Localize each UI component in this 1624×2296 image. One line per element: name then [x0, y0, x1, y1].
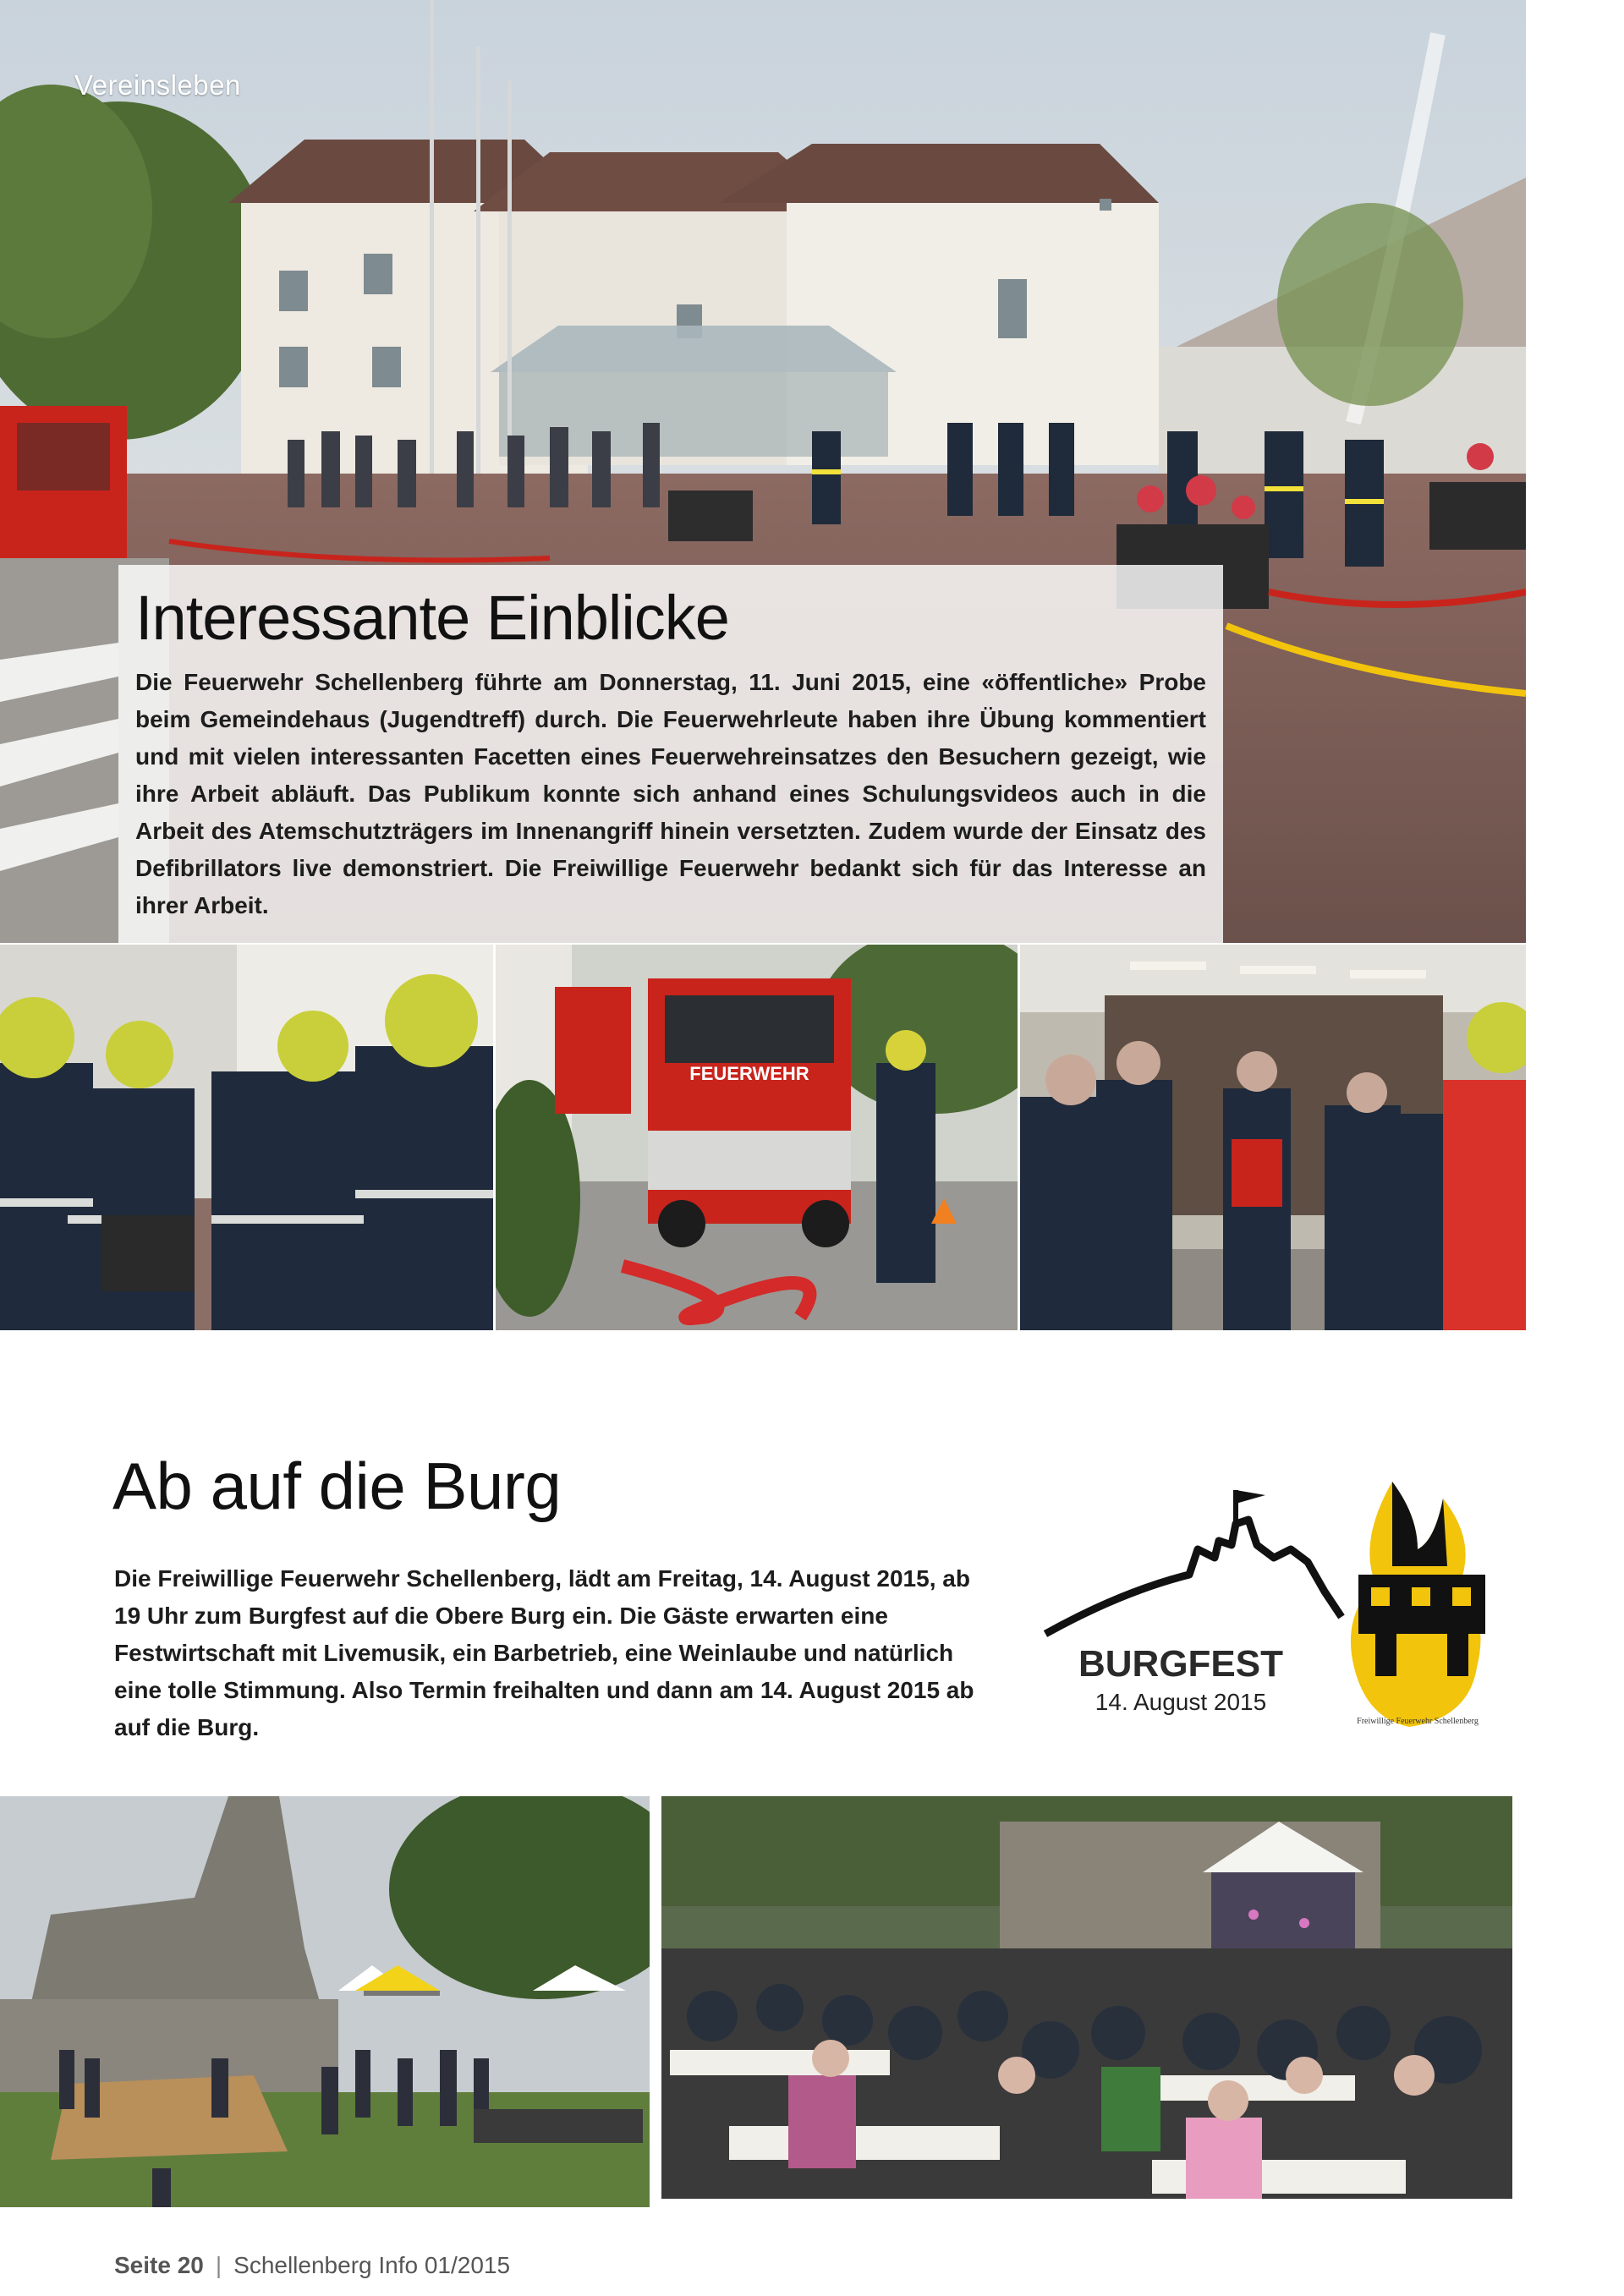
article2-title: Ab auf die Burg	[112, 1449, 562, 1523]
publication-name: Schellenberg Info 01/2015	[233, 2252, 511, 2278]
page-footer	[114, 2252, 510, 2279]
photo-castle-festival	[0, 1796, 650, 2207]
photo-firefighters-hall	[1020, 945, 1526, 1330]
photo-fire-truck	[496, 945, 1018, 1330]
article-body: Die Feuerwehr Schellenberg führte am Donnerstag, 11. Juni 2015, eine «öffentliche» Probe beim Gemeindehaus (Jugendtreff) durch. Die Feuerwehrleute haben ihre Übung kommentiert und mit vielen interessanten Facetten eines Feuerwehreinsatzes den Besuchern gezeigt, wie ihre Arbeit abläuft. Das Publikum konnte sich anhand eines Schulungsvideos auch in die Arbeit des Atemschutzträgers im Innenangriff hinein versetzten. Zudem wurde der Einsatz des Defibrillators live demonstriert. Die Freiwillige Feuerwehr bedankt sich für das Interesse an ihrer Arbeit.	[135, 669, 1206, 918]
article-intro-box	[118, 565, 1223, 944]
truck-sign: FEUERWEHR	[689, 1063, 809, 1084]
logo-title: BURGFEST	[1078, 1643, 1283, 1685]
logo-org: Freiwillige Feuerwehr Schellenberg	[1357, 1717, 1479, 1726]
logo-date: 14. August 2015	[1095, 1689, 1267, 1715]
section-label: Vereinsleben	[74, 69, 241, 101]
page-number: Seite 20	[114, 2252, 204, 2278]
article-title: Interessante Einblicke	[135, 583, 729, 653]
photo-firefighters-equipment	[0, 945, 493, 1330]
burgfest-logo	[1020, 1465, 1502, 1734]
footer-separator: |	[215, 2252, 222, 2278]
article2-body: Die Freiwillige Feuerwehr Schellenberg, lädt am Freitag, 14. August 2015, ab 19 Uhr zum Burgfest auf die Obere Burg ein. Die Gäste erwarten eine Festwirtschaft mit Livemusik, ein Barbetrieb, eine Weinlaube und natürlich eine tolle Stimmung. Also Termin freihalten und dann am 14. August 2015 ab auf die Burg.	[114, 1565, 974, 1740]
photo-festival-crowd	[661, 1796, 1512, 2199]
